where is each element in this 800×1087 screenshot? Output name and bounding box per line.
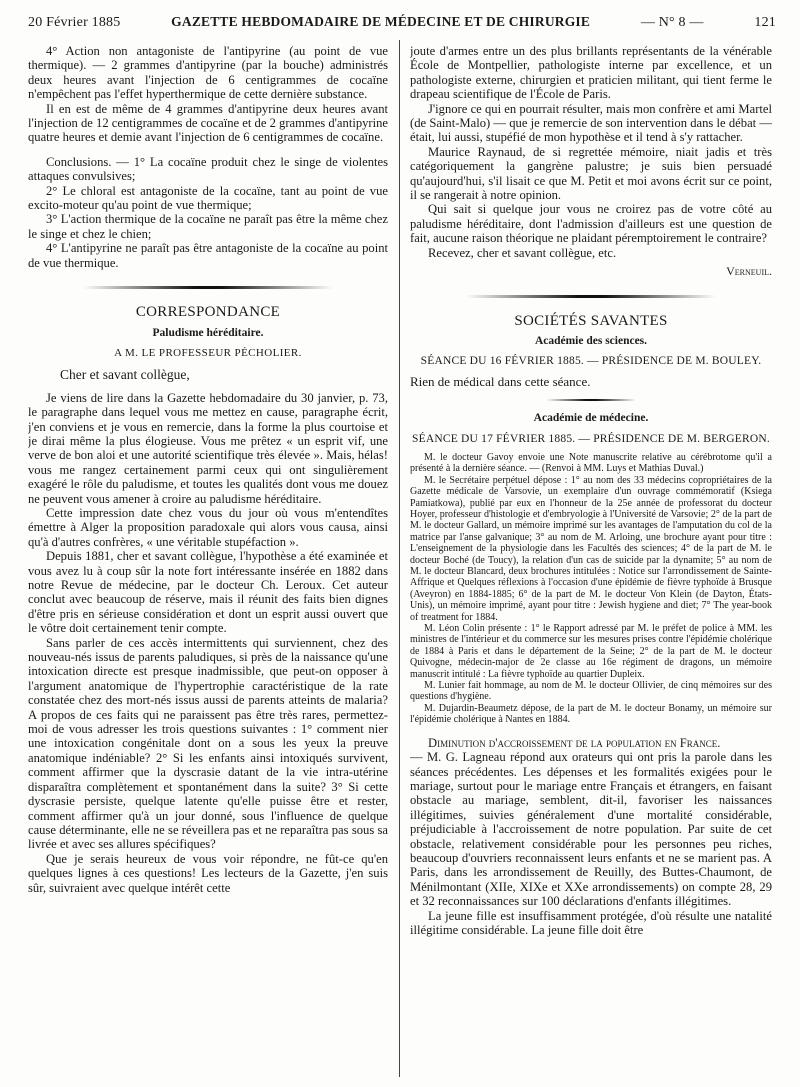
letter-paragraph: joute d'armes entre un des plus brillants représentants de la vénérable École de Montpellier, pathologiste interne par excellence, et un pathologiste externe, chirurgien et praticien militant, qui tient ferme le drapeau scientifique de l'École de Paris.: [410, 44, 772, 102]
proceeding-paragraph: M. Dujardin-Beaumetz dépose, de la part de M. le docteur Bonamy, un mémoire sur l'épidémie cholérique à Nantes en 1884.: [410, 702, 772, 726]
letter-paragraph: Recevez, cher et savant collègue, etc.: [428, 245, 617, 260]
section-ornament: [546, 399, 636, 401]
seance-proceedings: [410, 452, 772, 726]
paragraph: 4° Action non antagoniste de l'antipyrine (au point de vue thermique). — 2 grammes d'antipyrine (par la bouche) administrés deux heures avant l'injection de 6 centigrammes de cocaïne n'empêchent pas l'effet hyperthermique de cette dernière substance.: [28, 44, 388, 102]
seance-line: SÉANCE DU 17 FÉVRIER 1885. — PRÉSIDENCE DE M. BERGERON.: [412, 432, 770, 445]
proceeding-paragraph: M. le Secrétaire perpétuel dépose : 1° au nom des 33 médecins copropriétaires de la Gazette médicale de Varsovie, un exemplaire d'un ouvrage commémoratif (Ksiega Pamiatkowa), publié par eux en l'honneur de la 25e année de professorat du docteur Hoyer, professeur d'histologie et d'embryologie à l'Université de Varsovie; 2° de la part de M. le docteur Gallard, un mémoire imprimé sur les avantages de l'amputation du col de la matrice par l'anse galvanique; 3° au nom de M. Arloing, une brochure ayant pour titre : L'enseignement de la physiologie dans les Facultés des sciences; 4° de la part de M. le docteur Boché (de Toucy), la relation d'un cas de suicide par la dynamite; 5° au nom de M. le docteur Blancard, deux brochures intitulées : Notice sur l'arrondissement de Sainte-Affrique et Quelques réflexions à l'occasion d'une épidémie de fièvre typhoïde à Brusque (Aveyron) en 1884-1885; 6° de la part de M. le docteur Von Klein (de Dayton, États-Unis), un mémoire imprimé, ayant pour titre : Jewish hygiene and diet; 7° The year-book of treatment for 1884.: [410, 474, 772, 623]
proceeding-paragraph: M. Léon Colin présente : 1° le Rapport adressé par M. le préfet de police à MM. les ministres de l'intérieur et du commerce sur les mesures prises contre l'épidémie cholérique de 1884 à Paris et dans le département de la Seine; 2° de la part de M. le docteur Quivogne, médecin-major de 2e classe au 16e régiment de dragons, un mémoire manuscrit intitulé : La fièvre typhoïde au quartier Dupleix.: [410, 623, 772, 680]
column-divider: [399, 40, 400, 1077]
letter-salutation: Cher et savant collègue,: [60, 367, 190, 383]
conclusion-item: 2° Le chloral est antagoniste de la cocaïne, tant au point de vue excito-moteur qu'au point de vue thermique;: [28, 183, 388, 213]
issue-date: 20 Février 1885: [28, 15, 121, 30]
proceeding-paragraph: M. Lunier fait hommage, au nom de M. le docteur Ollivier, de cinq mémoires sur des questions d'hygiène.: [410, 680, 772, 703]
section-ornament: [466, 295, 716, 298]
academy-sciences-title: Académie des sciences.: [534, 334, 648, 347]
letter-signature: Verneuil.: [726, 264, 772, 279]
right-column: [410, 44, 772, 1077]
section-ornament: [83, 286, 333, 289]
conclusion-item: Conclusions. — 1° La cocaïne produit chez le singe de violentes attaques convulsives;: [28, 154, 388, 184]
academy-medecine-title: Académie de médecine.: [533, 412, 649, 425]
letter-addressee: A M. LE PROFESSEUR PÉCHOLIER.: [114, 346, 302, 359]
seance-line: SÉANCE DU 16 FÉVRIER 1885. — PRÉSIDENCE DE M. BOULEY.: [420, 355, 762, 368]
proceeding-paragraph: M. le docteur Gavoy envoie une Note manuscrite relative au cérébrotome qu'il a présenté à la dernière séance. — (Renvoi à MM. Luys et Mathias Duval.): [410, 451, 772, 475]
letter-paragraph: J'ignore ce qui en pourrait résulter, mais mon confrère et ami Martel (de Saint-Malo) — que je remercie de son intervention dans le débat — était, lui aussi, stupéfié de mon hypothèse et il tend à s'y rattacher.: [410, 101, 772, 145]
section-title-correspondance: CORRESPONDANCE: [135, 304, 281, 321]
topic-heading: Diminution d'accroissement de la population en France.: [428, 735, 721, 750]
letter-paragraph: Cette impression date chez vous du jour où vous m'entendîtes émettre à Alger la proposition paradoxale qui alors vous causa, ainsi qu'à d'autres confrères, « une véritable stupéfaction ».: [28, 505, 388, 549]
seance-text: Rien de médical dans cette séance.: [410, 373, 591, 389]
page-header: [28, 14, 776, 36]
journal-title: GAZETTE HEBDOMADAIRE DE MÉDECINE ET DE CHIRURGIE: [171, 14, 591, 29]
letter-subtitle: Paludisme héréditaire.: [152, 326, 264, 339]
paragraph: La jeune fille est insuffisamment protégée, d'où résulte une natalité illégitime considérable. La jeune fille doit être: [410, 908, 772, 937]
letter-paragraph: Depuis 1881, cher et savant collègue, l'hypothèse a été examinée et vous avez lu à coup sûr la note fort intéressante insérée en 1882 dans notre Revue de médecine, par le docteur Ch. Leroux. Cet auteur conclut avec beaucoup de réserve, mais il réunit des faits bien dignes d'être pris en sérieuse considération et dont un esprit aussi ouvert que le vôtre doit certainement tenir compte.: [28, 549, 388, 636]
letter-paragraph: Je viens de lire dans la Gazette hebdomadaire du 30 janvier, p. 73, le paragraphe dans lequel vous me mettez en cause, paragraphe écrit, j'en conviens et je vous en remercie, dans la forme la plus courtoise et je dirai même la plus élogieuse. Vous me prêtez « un esprit vif, une verve de bon aloi et une autorité scientifique très élevée ». Mais, hélas! vous me rangez certainement parmi ceux qui ont singulièrement exagéré le rôle du paludisme, et toutes les qualités dont vous me douez ne peuvent vous amener à croire au paludisme héréditaire.: [28, 390, 388, 506]
paragraph: Il en est de même de 4 grammes d'antipyrine deux heures avant l'injection de 12 centigrammes de cocaïne et de 2 grammes d'antipyrine quatre heures et demie avant l'injection de 6 centigrammes de cocaïne.: [28, 101, 388, 145]
issue-number: — N° 8 —: [640, 15, 704, 30]
paragraph: — M. G. Lagneau répond aux orateurs qui ont pris la parole dans les séances précédentes. Les dépenses et les formalités exigées pour le mariage, surtout pour le mariage entre Français et étrangers, en faisant obstacle au mariage, semblent, dit-il, favoriser les naissances illégitimes, suivies généralement d'une mortalité considérable, préjudiciable à l'accroissement de notre population. Par suite de cet obstacle, relativement considérable pour les personnes peu riches, beaucoup d'ouvriers reconnaissent leurs enfants et ne se marient pas. A Paris, dans les arrondissement de Reuilly, des Buttes-Chaumont, de Ménilmontant (XIIe, XIXe et XXe arrondissements) on compte 28, 29 et 32 reconnaissances sur 100 déclarations d'enfants illégitimes.: [410, 750, 772, 909]
left-column: [28, 44, 388, 1077]
section-title-societes: SOCIÉTÉS SAVANTES: [514, 312, 668, 329]
conclusion-item: 4° L'antipyrine ne paraît pas être antagoniste de la cocaïne au point de vue thermique.: [28, 241, 388, 270]
letter-paragraph: Sans parler de ces accès intermittents qui surviennent, chez des nouveau-nés issus de parents paludiques, si près de la naissance qu'une intoxication directe est presque inadmissible, que peut-on opposer à l'argument anatomique de l'hypertrophie caractéristique de la rate constatée chez des mort-nés issus aussi de parents atteints de malaria? A propos de ces faits qui ne paraissent pas être très rares, permettez-moi de vous adresser les trois questions suivantes : 1° comment nier une intoxication congénitale dont on a sous les yeux la preuve anatomique indéniable? 2° Si les enfants ainsi intoxiqués survivent, comment affirmer que la dyscrasie datant de la vie intra-utérine disparaîtra complètement et spontanément dans la suite? 3° Si cette dyscrasie persiste, quelque latente qu'elle puisse être et rester, comment affirmer qu'à un jour donné, sous l'influence de quelque cause déterminante, elle ne se réveillera pas et ne reparaîtra pas sous sa livrée et avec ses allures spécifiques?: [28, 635, 388, 852]
conclusion-item: 3° L'action thermique de la cocaïne ne paraît pas être la même chez le singe et chez le chien;: [28, 212, 388, 241]
page-number: 121: [754, 15, 776, 30]
letter-paragraph: Que je serais heureux de vous voir répondre, ne fût-ce qu'en quelques lignes à ces questions! Les lecteurs de la Gazette, j'en suis sûr, suivraient avec quelque intérêt cette: [28, 851, 388, 895]
letter-paragraph: Qui sait si quelque jour vous ne croirez pas de votre côté au paludisme héréditaire, dont l'admission d'ailleurs est une question de fait, aucune raison théorique ne plaidant péremptoirement le contraire?: [410, 202, 772, 246]
letter-paragraph: Maurice Raynaud, de si regrettée mémoire, niait jadis et très catégoriquement la gangrène palustre; je suis bien persuadé qu'aujourd'hui, s'il lisait ce que M. Petit et moi avons écrit sur ce point, il se rangerait à notre opinion.: [410, 144, 772, 203]
